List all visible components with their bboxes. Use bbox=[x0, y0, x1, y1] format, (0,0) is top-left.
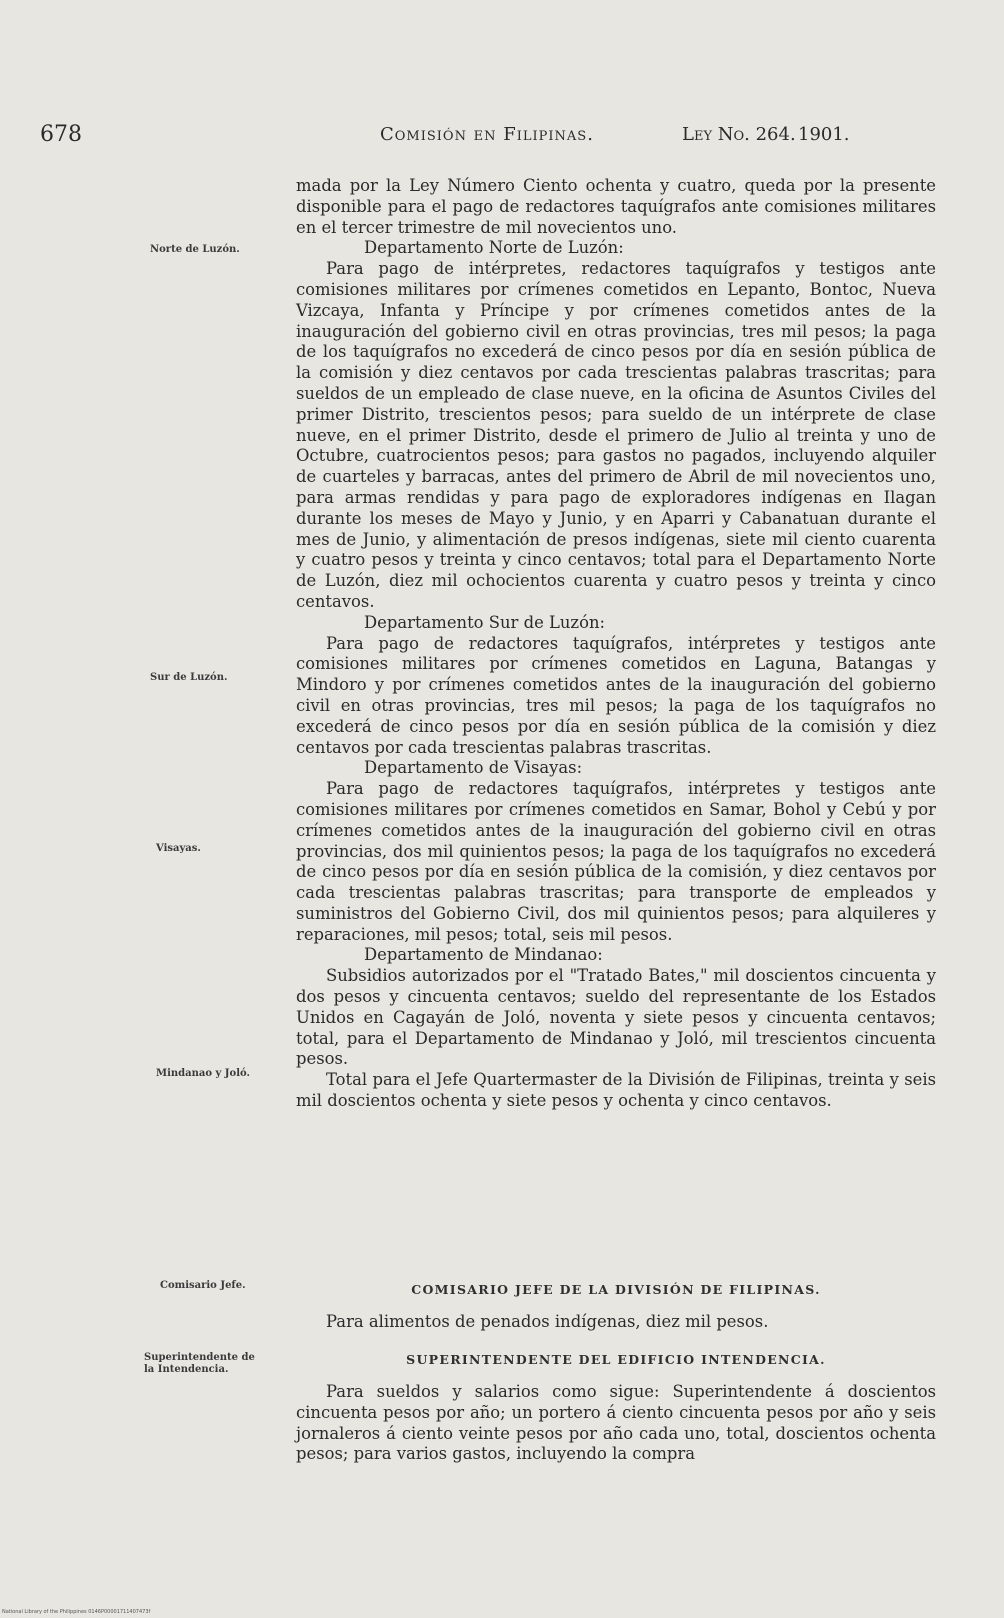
visayas-heading: Departamento de Visayas: bbox=[364, 758, 583, 778]
margin-note-mindanao: Mindanao y Joló. bbox=[156, 1068, 250, 1079]
opening-paragraph: mada por la Ley Número Ciento ochenta y cuatro, queda por la presente disponible para el pago de redactores taquígrafos ante comisiones militares en el tercer trimestre de mil novecientos uno. bbox=[296, 176, 936, 237]
margin-note-superintendente bbox=[144, 1352, 255, 1376]
page-header bbox=[40, 122, 860, 150]
comisario-title: COMISARIO JEFE DE LA DIVISIÓN DE FILIPINAS. bbox=[411, 1282, 821, 1297]
mindanao-heading: Departamento de Mindanao: bbox=[364, 945, 603, 965]
margin-note-sur: Sur de Luzón. bbox=[150, 672, 228, 683]
margin-note-superintendente-line2: la Intendencia. bbox=[144, 1364, 229, 1375]
comisario-paragraph: Para alimentos de penados indígenas, diez mil pesos. bbox=[326, 1312, 769, 1331]
comisario-text bbox=[296, 1312, 936, 1333]
margin-note-superintendente-line1: Superintendente de bbox=[144, 1352, 255, 1363]
superintendente-text bbox=[296, 1382, 936, 1465]
running-head: Comisión en Filipinas. bbox=[380, 124, 594, 145]
superintendente-paragraph: Para sueldos y salarios como sigue: Superintendente á doscientos cincuenta pesos por año; un portero á ciento cincuenta pesos por año y seis jornaleros á ciento veinte pesos por año cada uno, total, doscientos ochenta pesos; para varios gastos, incluyendo la compra bbox=[296, 1382, 936, 1464]
main-text bbox=[296, 176, 936, 1112]
margin-note-visayas: Visayas. bbox=[156, 843, 201, 854]
sur-paragraph: Para pago de redactores taquígrafos, intérpretes y testigos ante comisiones militares por crímenes cometidos en Laguna, Batangas y Mindoro y por crímenes cometidos antes de la inauguración del gobierno civil en otras provincias, tres mil pesos; la paga de los taquígrafos no excederá de cinco pesos por día en sesión pública de la comisión y diez centavos por cada trescientas palabras trascritas. bbox=[296, 633, 936, 757]
margin-note-norte: Norte de Luzón. bbox=[150, 244, 240, 255]
law-number: Ley No. 264. bbox=[682, 124, 796, 145]
mindanao-paragraph: Subsidios autorizados por el "Tratado Bates," mil doscientos cincuenta y dos pesos y cincuenta centavos; sueldo del representante de los Estados Unidos en Cagayán de Joló, noventa y siete pesos y cincuenta centavos; total, para el Departamento de Mindanao y Joló, mil trescientos cincuenta pesos. bbox=[296, 966, 936, 1069]
visayas-paragraph: Para pago de redactores taquígrafos, intérpretes y testigos ante comisiones militares por crímenes cometidos en Samar, Bohol y Cebú y por crímenes cometidos antes de la inauguración del gobierno civil en otras provincias, dos mil quinientos pesos; la paga de los taquígrafos no excederá de cinco pesos por día en sesión pública de la comisión, y diez centavos por cada trescientas palabras trascritas; para transporte de empleados y suministros del Gobierno Civil, dos mil quinientos pesos; para alquileres y reparaciones, mil pesos; total, seis mil pesos. bbox=[296, 779, 936, 944]
year: 1901. bbox=[798, 124, 850, 145]
norte-paragraph: Para pago de intérpretes, redactores taquígrafos y testigos ante comisiones militares por crímenes cometidos en Lepanto, Bontoc, Nueva Vizcaya, Infanta y Príncipe y por crímenes cometidos antes de la inauguración del gobierno civil en otras provincias, tres mil pesos; la paga de los taquígrafos no excederá de cinco pesos por día en sesión pública de la comisión y diez centavos por cada trescientas palabras trascritas; para sueldos de un empleado de clase nueve, en la oficina de Asuntos Civiles del primer Distrito, trescientos pesos; para sueldo de un intérprete de clase nueve, en el primer Distrito, desde el primero de Julio al treinta y uno de Octubre, cuatrocientos pesos; para gastos no pagados, incluyendo alquiler de cuarteles y barracas, antes del primero de Abril de mil novecientos uno, para armas rendidas y para pago de exploradores indígenas en Ilagan durante los meses de Mayo y Junio, y en Aparri y Cabanatuan durante el mes de Junio, y alimentación de presos indígenas, siete mil ciento cuarenta y cuatro pesos y treinta y cinco centavos; total para el Departamento Norte de Luzón, diez mil ochocientos cuarenta y cuatro pesos y treinta y cinco centavos. bbox=[296, 259, 936, 611]
page-number: 678 bbox=[40, 122, 82, 147]
margin-note-comisario: Comisario Jefe. bbox=[160, 1280, 246, 1291]
sur-heading: Departamento Sur de Luzón: bbox=[364, 612, 606, 632]
norte-heading: Departamento Norte de Luzón: bbox=[364, 238, 624, 258]
total-paragraph: Total para el Jefe Quartermaster de la División de Filipinas, treinta y seis mil doscientos ochenta y siete pesos y ochenta y cinco centavos. bbox=[296, 1070, 936, 1111]
superintendente-title: SUPERINTENDENTE DEL EDIFICIO INTENDENCIA. bbox=[406, 1352, 826, 1367]
footer-credit: National Library of the Philippines 0146P00001711407473f bbox=[2, 1609, 151, 1615]
